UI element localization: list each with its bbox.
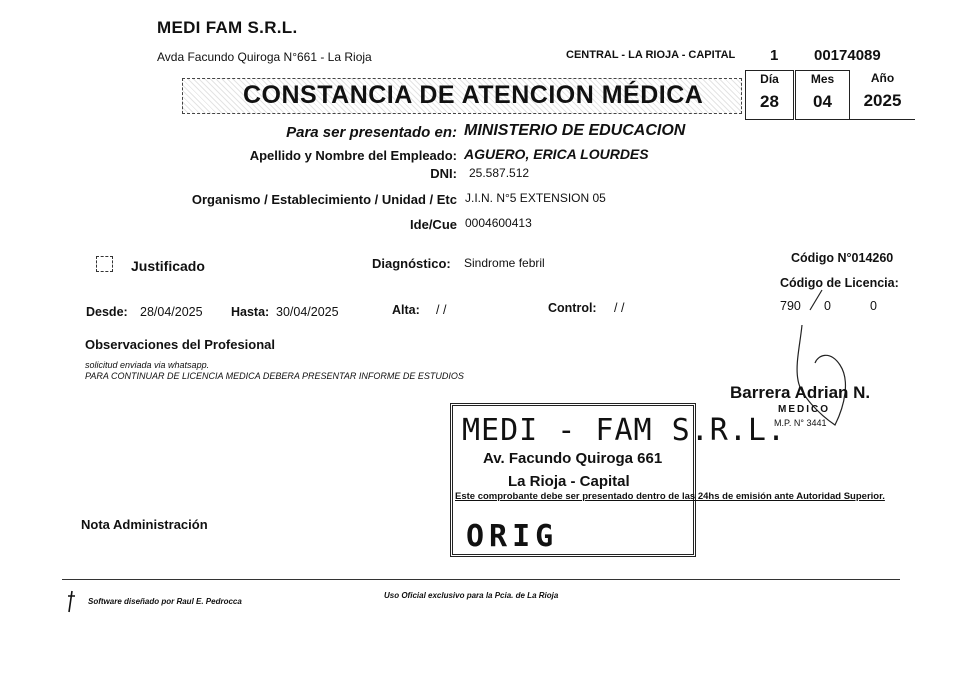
dni-value: 25.587.512 — [469, 166, 530, 180]
date-box — [745, 70, 915, 120]
admin-note-label: Nota Administración — [81, 517, 208, 532]
day-value: 28 — [760, 92, 779, 111]
diagnosis-label: Diagnóstico: — [372, 256, 451, 271]
from-label: Desde: — [86, 305, 128, 319]
observation-line-1: solicitud enviada via whatsapp. — [85, 360, 210, 370]
stamp-city-line: La Rioja - Capital — [508, 473, 630, 490]
ide-label: Ide/Cue — [410, 217, 457, 232]
month-cell — [795, 70, 850, 120]
month-value: 04 — [813, 92, 832, 111]
day-label: Día — [760, 72, 779, 86]
presented-label: Para ser presentado en: — [286, 124, 457, 141]
software-logo-icon — [66, 590, 76, 614]
doctor-name: Barrera Adrian N. — [730, 383, 871, 402]
doctor-registration: M.P. N° 3441 — [774, 418, 827, 428]
day-cell — [745, 70, 794, 120]
observation-line-2: PARA CONTINUAR DE LICENCIA MEDICA DEBERA PRESENTAR INFORME DE ESTUDIOS — [85, 371, 464, 381]
code-number: Código N°014260 — [791, 251, 894, 265]
company-name: MEDI FAM S.R.L. — [157, 18, 298, 37]
document-number: 00174089 — [814, 47, 881, 64]
stamp-original-mark: ORIG — [466, 519, 559, 554]
validity-notice: Este comprobante debe ser presentado dentro de las 24hs de emisión ante Autoridad Superior. — [455, 491, 885, 502]
footer-divider — [62, 579, 900, 580]
control-value: / / — [614, 301, 625, 315]
official-use-note: Uso Oficial exclusivo para la Pcia. de La Rioja — [384, 591, 559, 600]
dni-label: DNI: — [430, 166, 457, 181]
discharge-label: Alta: — [392, 303, 420, 317]
month-label: Mes — [810, 72, 835, 86]
company-address: Avda Facundo Quiroga N°661 - La Rioja — [157, 50, 372, 64]
license-code-label: Código de Licencia: — [780, 276, 899, 290]
year-cell — [849, 70, 915, 120]
doctor-title: MEDICO — [778, 404, 830, 415]
license-code-1: 790 — [780, 299, 801, 313]
control-label: Control: — [548, 301, 597, 315]
organization-label: Organismo / Establecimiento / Unidad / Etc — [191, 192, 457, 207]
diagnosis-value: Sindrome febril — [464, 256, 545, 270]
copy-number: 1 — [770, 47, 779, 64]
employee-value: AGUERO, ERICA LOURDES — [464, 146, 649, 162]
employee-label: Apellido y Nombre del Empleado: — [249, 148, 457, 163]
ide-value: 0004600413 — [465, 216, 532, 230]
presented-value: MINISTERIO DE EDUCACION — [464, 122, 686, 139]
justified-checkbox[interactable] — [96, 256, 113, 272]
to-label: Hasta: — [231, 305, 270, 319]
central-label: CENTRAL - LA RIOJA - CAPITAL — [566, 49, 736, 61]
stamp-address-line: Av. Facundo Quiroga 661 — [483, 450, 663, 467]
year-label: Año — [870, 71, 895, 85]
organization-value: J.I.N. N°5 EXTENSION 05 — [465, 191, 606, 205]
stamp-company-line: MEDI - FAM S.R.L. — [462, 413, 787, 448]
license-code-3: 0 — [870, 299, 877, 313]
to-value: 30/04/2025 — [276, 305, 339, 319]
from-value: 28/04/2025 — [140, 305, 203, 319]
discharge-value: / / — [436, 303, 447, 317]
justified-label: Justificado — [131, 258, 205, 274]
observations-heading: Observaciones del Profesional — [85, 337, 276, 352]
license-code-2: 0 — [824, 299, 831, 313]
document-title: CONSTANCIA DE ATENCION MÉDICA — [243, 81, 704, 109]
software-credit: Software diseñado por Raul E. Pedrocca — [88, 597, 242, 606]
year-value: 2025 — [863, 91, 902, 110]
